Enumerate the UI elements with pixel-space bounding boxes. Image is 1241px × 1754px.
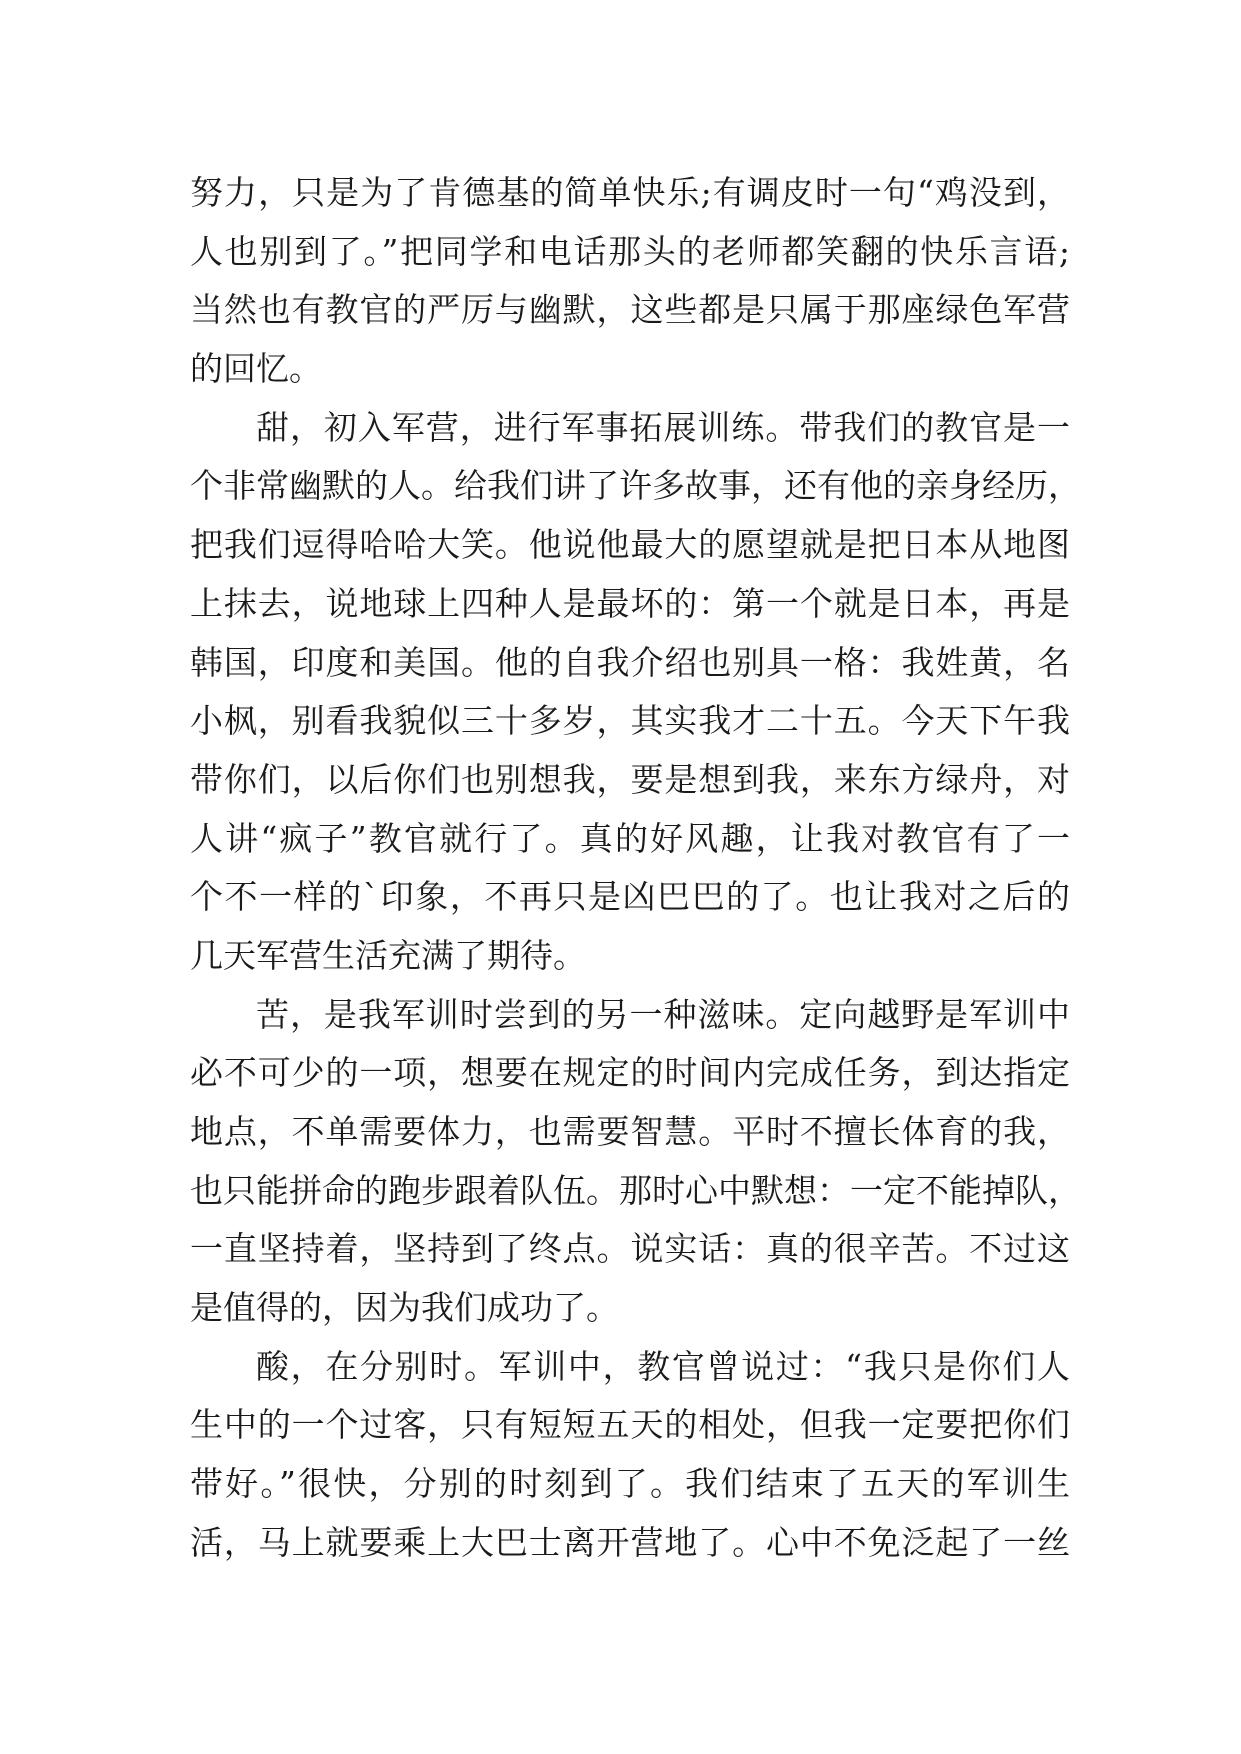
text-line: 活，马上就要乘上大巴士离开营地了。心中不免泛起了一丝 [190,1522,1070,1562]
text-line: 也只能拼命的跑步跟着队伍。那时心中默想：一定不能掉队， [190,1170,1081,1210]
text-line: 人讲“疯子”教官就行了。真的好风趣，让我对教官有了一 [190,818,1070,858]
text-line: 苦，是我军训时尝到的另一种滋味。定向越野是军训中 [256,994,1070,1034]
text-line: 带好。”很快，分别的时刻到了。我们结束了五天的军训生 [190,1464,1070,1504]
body-text [190,164,1081,1573]
text-line: 小枫，别看我貌似三十多岁，其实我才二十五。今天下午我 [190,701,1070,741]
text-line: 一直坚持着，坚持到了终点。说实话：真的很辛苦。不过这 [190,1229,1070,1269]
text-line: 当然也有教官的严厉与幽默，这些都是只属于那座绿色军营 [190,290,1070,330]
text-line: 努力，只是为了肯德基的简单快乐;有调皮时一句“鸡没到， [190,173,1070,212]
text-line: 人也别到了。”把同学和电话那头的老师都笑翻的快乐言语; [190,231,1070,271]
text-line: 的回忆。 [190,349,322,389]
text-line: 上抹去，说地球上四种人是最坏的：第一个就是日本，再是 [190,583,1070,623]
text-line: 必不可少的一项，想要在规定的时间内完成任务，到达指定 [190,1053,1070,1093]
text-line: 地点，不单需要体力，也需要智慧。平时不擅长体育的我， [190,1112,1070,1151]
text-line: 甜，初入军营，进行军事拓展训练。带我们的教官是一 [256,407,1070,447]
text-line: 酸，在分别时。军训中，教官曾说过：“我只是你们人 [256,1346,1070,1386]
text-line: 生中的一个过客，只有短短五天的相处，但我一定要把你们 [190,1405,1070,1445]
text-line: 个非常幽默的人。给我们讲了许多故事，还有他的亲身经历， [190,466,1081,506]
text-line: 把我们逗得哈哈大笑。他说他最大的愿望就是把日本从地图 [190,525,1070,565]
text-line: 带你们，以后你们也别想我，要是想到我，来东方绿舟，对 [190,759,1070,799]
text-line: 几天军营生活充满了期待。 [190,935,586,975]
text-line: 是值得的，因为我们成功了。 [190,1288,619,1328]
text-line: 韩国，印度和美国。他的自我介绍也别具一格：我姓黄，名 [190,642,1070,682]
text-line: 个不一样的`印象，不再只是凶巴巴的了。也让我对之后的 [190,877,1070,917]
